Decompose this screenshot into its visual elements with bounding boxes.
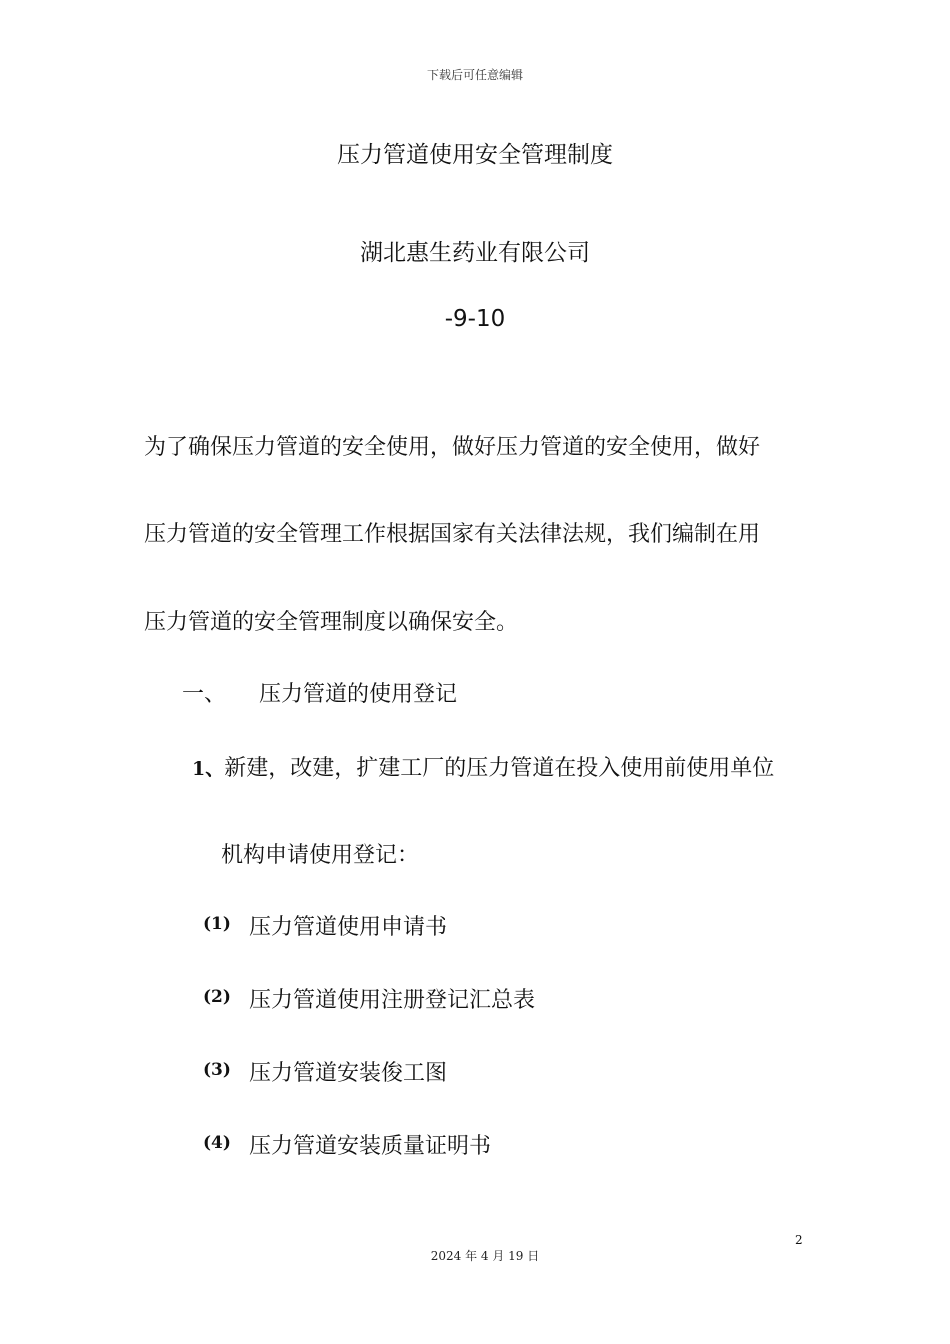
subitem-text: 压力管道安装俊工图 [249, 1061, 448, 1086]
intro-line-2: 压力管道的安全管理工作根据国家有关法律法规，我们编制在用 [144, 522, 761, 547]
subitem-3 [203, 1056, 448, 1086]
subitem-2 [203, 983, 536, 1013]
page-header: 下载后可任意编辑 [426, 68, 523, 82]
company-name: 湖北惠生药业有限公司 [360, 240, 590, 266]
subitem-text: 压力管道使用申请书 [249, 915, 448, 940]
page-number: 2 [795, 1233, 803, 1247]
item-number: 1、 [192, 758, 225, 780]
intro-line-1: 为了确保压力管道的安全使用，做好压力管道的安全使用，做好 [144, 435, 761, 460]
subitem-number: (1) [203, 914, 231, 934]
footer-date: 2024 年 4 月 19 日 [430, 1249, 540, 1263]
subitem-text: 压力管道安装质量证明书 [249, 1134, 492, 1159]
section-heading [182, 677, 458, 708]
subitem-number: (3) [203, 1060, 231, 1080]
subitem-number: (2) [203, 987, 231, 1007]
subitem-text: 压力管道使用注册登记汇总表 [249, 988, 536, 1013]
section-title: 压力管道的使用登记 [259, 682, 458, 707]
subitem-1 [203, 910, 448, 940]
section-number: 一、 [182, 682, 227, 707]
document-date: -9-10 [444, 306, 506, 332]
subitem-4 [203, 1129, 492, 1159]
item-text: 新建，改建，扩建工厂的压力管道在投入使用前使用单位 [224, 756, 775, 781]
list-item [192, 751, 774, 782]
item-continuation: 机构申请使用登记： [221, 843, 420, 868]
document-title: 压力管道使用安全管理制度 [337, 142, 613, 168]
intro-line-3: 压力管道的安全管理制度以确保安全。 [144, 610, 519, 635]
subitem-number: (4) [203, 1133, 231, 1153]
